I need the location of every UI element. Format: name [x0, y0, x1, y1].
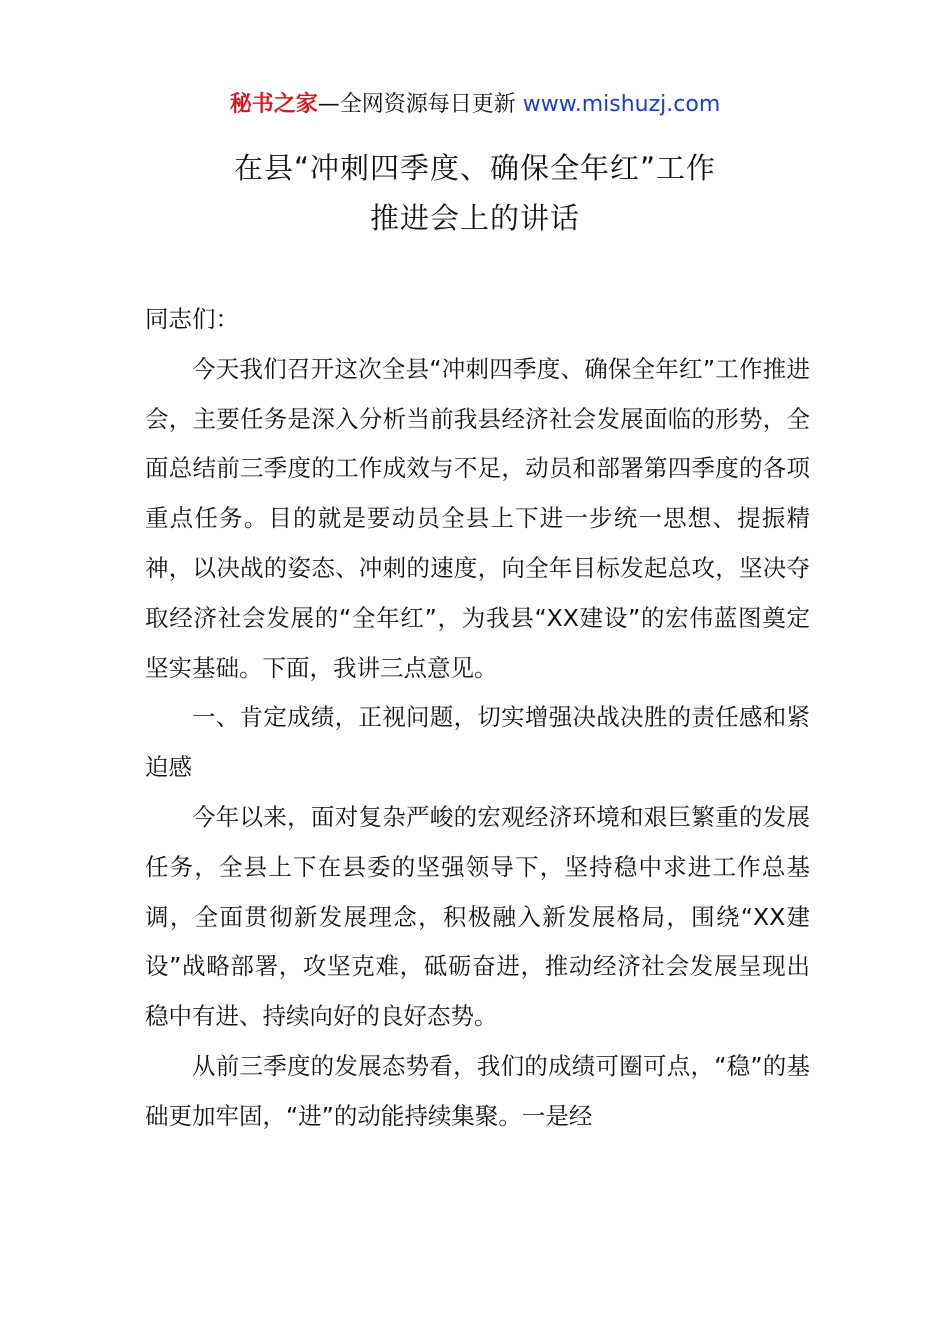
brand-name: 秘书之家	[229, 92, 318, 117]
title-line-1: 在县“冲刺四季度、确保全年红”工作	[233, 151, 717, 185]
site-header	[0, 88, 950, 122]
title-line-2: 推进会上的讲话	[369, 201, 580, 235]
paragraph-achievements: 今年以来，面对复杂严峻的宏观经济环境和艰巨繁重的发展任务，全县上下在县委的坚强领导下，坚持稳中求进工作总基调，全面贯彻新发展理念，积极融入新发展格局，围绕“XX建设”战略部署，攻坚克难，砥砺奋进，推动经济社会发展呈现出稳中有进、持续向好的良好态势。	[145, 802, 810, 1031]
salutation: 同志们：	[145, 305, 239, 333]
header-tagline: —全网资源每日更新	[317, 92, 523, 117]
document-body	[145, 295, 810, 1142]
section-heading-1: 一、肯定成绩，正视问题，切实增强决战决胜的责任感和紧迫感	[145, 703, 810, 782]
document-title	[0, 143, 950, 243]
paragraph-intro: 今天我们召开这次全县“冲刺四季度、确保全年红”工作推进会，主要任务是深入分析当前我县经济社会发展面临的形势，全面总结前三季度的工作成效与不足，动员和部署第四季度的各项重点任务。目的就是要动员全县上下进一步统一思想、提振精神，以决战的姿态、冲刺的速度，向全年目标发起总攻，坚决夺取经济社会发展的“全年红”，为我县“XX建设”的宏伟蓝图奠定坚实基础。下面，我讲三点意见。	[145, 354, 810, 682]
paragraph-q3-trend: 从前三季度的发展态势看，我们的成绩可圈可点，“稳”的基础更加牢固，“进”的动能持续集聚。一是经	[145, 1051, 810, 1130]
site-url-link[interactable]: www.mishuzj.com	[522, 92, 721, 117]
